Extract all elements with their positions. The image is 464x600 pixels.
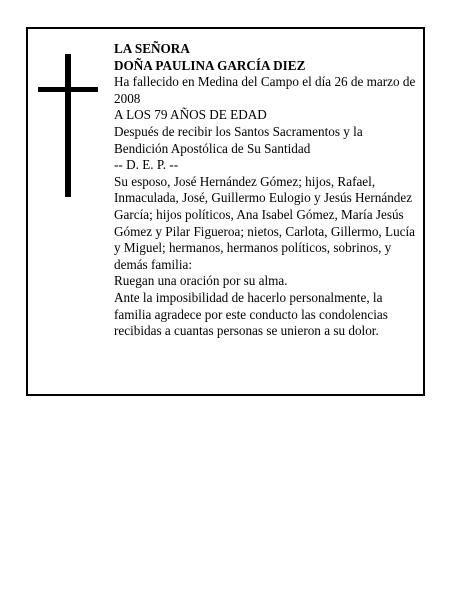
sacraments-line: Después de recibir los Santos Sacramentos y la Bendición Apostólica de Su Santidad [114, 123, 363, 156]
notice-text [114, 41, 416, 340]
cross-vertical-bar [65, 54, 71, 197]
death-info: Ha fallecido en Medina del Campo el día 26 de marzo de 2008 [114, 74, 416, 106]
age-line: A LOS 79 AÑOS DE EDAD [114, 107, 267, 123]
rip-line: -- D. E. P. -- [114, 157, 179, 173]
deceased-name: DOÑA PAULINA GARCÍA DIEZ [114, 57, 306, 73]
obituary-notice [26, 27, 425, 396]
cross-horizontal-bar [38, 87, 98, 92]
prayer-line: Ruegan una oración por su alma. [114, 273, 288, 289]
thanks-line: Ante la imposibilidad de hacerlo personalmente, la familia agradece por este conducto las condolencias recibidas a cuantas personas se unieron a su dolor. [114, 289, 388, 339]
family-line: Su esposo, José Hernández Gómez; hijos, Rafael, Inmaculada, José, Guillermo Eulogio y Jesús Hernández García; hijos políticos, Ana Isabel Gómez, María Jesús Gómez y Pilar Figueroa; nietos, Carlota, Gillermo, Lucía y Miguel; hermanos, hermanos políticos, sobrinos, y demás familia: [114, 173, 416, 272]
cross-icon [38, 54, 98, 197]
notice-title-line1: LA SEÑORA [114, 41, 190, 56]
